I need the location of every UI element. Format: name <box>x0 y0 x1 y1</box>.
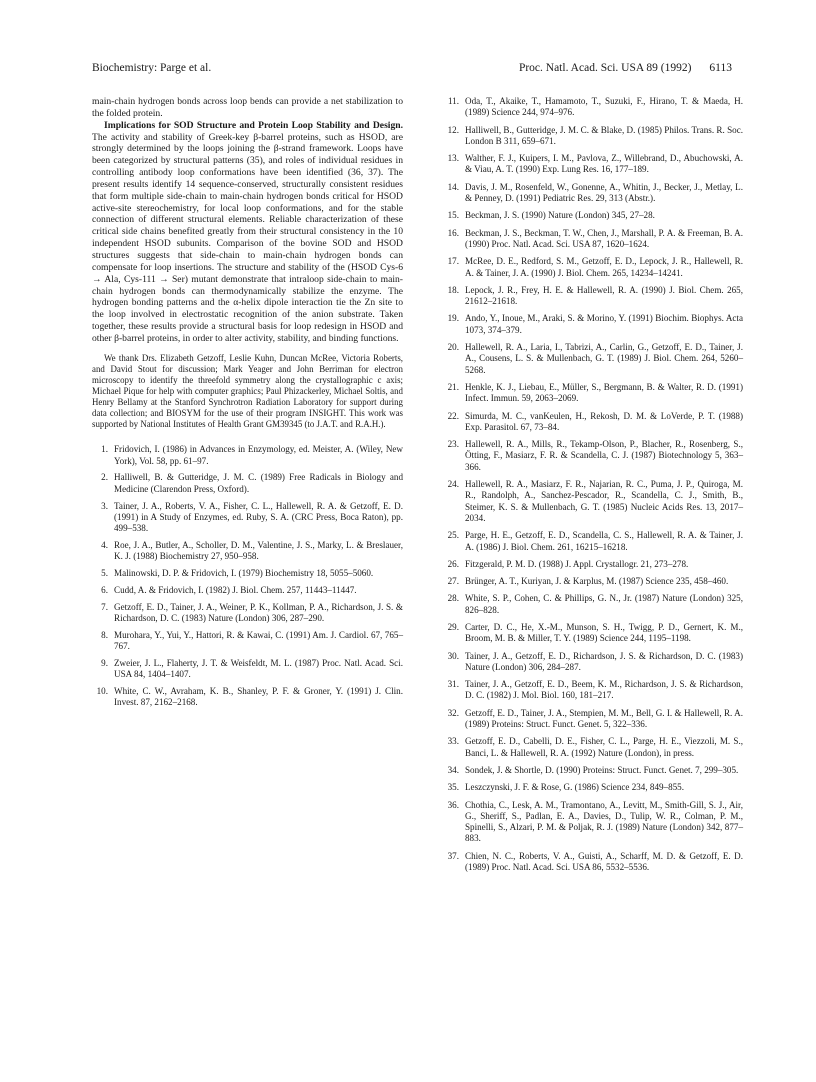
reference-item <box>92 472 403 495</box>
reference-number: 36. <box>447 799 459 810</box>
reference-item <box>443 256 743 279</box>
reference-number: 31. <box>447 679 459 690</box>
section-title: Implications for SOD Structure and Protein Loop Stability and Design. <box>104 119 403 131</box>
reference-number: 27. <box>447 576 459 587</box>
reference-item <box>443 576 743 587</box>
reference-text: White, C. W., Avraham, K. B., Shanley, P. F. & Groner, Y. (1991) J. Clin. Invest. 87, 2162–2168. <box>114 685 403 708</box>
reference-item <box>443 593 743 616</box>
reference-item <box>443 210 743 221</box>
reference-number: 23. <box>447 439 459 450</box>
reference-text: Parge, H. E., Getzoff, E. D., Scandella, C. S., Hallewell, R. A. & Tainer, J. A. (1986) J. Biol. Chem. 261, 16215–16218. <box>465 530 743 552</box>
acknowledgments: We thank Drs. Elizabeth Getzoff, Leslie Kuhn, Duncan McRee, Victoria Roberts, and David Stout for discussion; Mark Yeager and John Berriman for electron microscopy to identify the threefold symmetry along the crystallographic c axis; Michael Pique for help with computer graphics; Paul Phizackerley, Michael Soltis, and Henry Bellamy at the Stanford Synchrotron Radiation Laboratory for support during data collection; and BIOSYM for the use of their program INSIGHT. This work was supported by National Institutes of Health Grant GM39345 (to J.A.T. and R.A.H.). <box>92 352 403 430</box>
reference-item <box>443 765 743 776</box>
reference-number: 4. <box>101 539 108 550</box>
reference-number: 35. <box>447 782 459 793</box>
reference-item <box>92 585 403 596</box>
reference-number: 19. <box>447 313 459 324</box>
reference-number: 15. <box>447 210 459 221</box>
reference-number: 1. <box>101 444 108 455</box>
reference-text: Ando, Y., Inoue, M., Araki, S. & Morino, Y. (1991) Biochim. Biophys. Acta 1073, 374–379. <box>465 313 743 335</box>
reference-number: 2. <box>101 472 108 483</box>
reference-text: Halliwell, B., Gutteridge, J. M. C. & Blake, D. (1985) Philos. Trans. R. Soc. London B 311, 659–671. <box>465 124 743 146</box>
reference-item <box>92 686 403 709</box>
reference-number: 17. <box>447 256 459 267</box>
implications-paragraph <box>92 120 403 345</box>
reference-text: Lepock, J. R., Frey, H. E. & Hallewell, R. A. (1990) J. Biol. Chem. 265, 21612–21618. <box>465 284 743 307</box>
reference-number: 25. <box>447 530 459 541</box>
reference-number: 34. <box>447 764 459 775</box>
reference-text: Halliwell, B. & Gutteridge, J. M. C. (1989) Free Radicals in Biology and Medicine (Clarendon Press, Oxford). <box>114 472 403 494</box>
reference-item <box>443 313 743 336</box>
reference-text: Walther, F. J., Kuipers, I. M., Pavlova, Z., Willebrand, D., Abuchowski, A. & Viau, A. T. (1990) Exp. Lung Res. 16, 177–189. <box>465 153 743 175</box>
reference-number: 13. <box>447 153 459 164</box>
reference-number: 10. <box>96 685 108 696</box>
reference-number: 9. <box>101 657 108 668</box>
continuation-paragraph: main-chain hydrogen bonds across loop bends can provide a net stabilization to the folded protein. <box>92 96 403 119</box>
reference-text: Chothia, C., Lesk, A. M., Tramontano, A., Levitt, M., Smith-Gill, S. J., Air, G., Sheriff, S., Padlan, E. A., Davies, D., Tulip, W. R., Colman, P. M., Spinelli, S., Alzari, P. M. & Poljak, R. J. (1989) Nature (London) 342, 877–883. <box>465 799 743 844</box>
reference-item <box>92 658 403 681</box>
reference-number: 29. <box>447 621 459 632</box>
reference-item <box>443 342 743 376</box>
reference-text: Sondek, J. & Shortle, D. (1990) Proteins: Struct. Funct. Genet. 7, 299–305. <box>465 764 739 775</box>
reference-item <box>92 501 403 535</box>
reference-number: 3. <box>101 500 108 511</box>
reference-number: 33. <box>447 736 459 747</box>
reference-number: 32. <box>447 707 459 718</box>
reference-text: Brünger, A. T., Kuriyan, J. & Karplus, M. (1987) Science 235, 458–460. <box>465 576 729 587</box>
reference-item <box>443 382 743 405</box>
reference-text: Chien, N. C., Roberts, V. A., Guisti, A., Scharff, M. D. & Getzoff, E. D. (1989) Proc. Natl. Acad. Sci. USA 86, 5532–5536. <box>465 850 743 873</box>
reference-item <box>443 530 743 553</box>
reference-text: Henkle, K. J., Liebau, E., Müller, S., Bergmann, B. & Walter, R. D. (1991) Infect. Immun. 59, 2063–2069. <box>465 381 743 404</box>
reference-list-left <box>92 444 403 708</box>
reference-text: Cudd, A. & Fridovich, I. (1982) J. Biol. Chem. 257, 11443–11447. <box>114 584 357 595</box>
reference-number: 24. <box>447 479 459 490</box>
reference-item <box>443 153 743 176</box>
reference-text: Davis, J. M., Rosenfeld, W., Gonenne, A., Whitin, J., Becker, J., Metlay, L. & Penney, D. (1991) Pediatric Res. 29, 313 (Abstr.). <box>465 181 743 204</box>
reference-number: 5. <box>101 568 108 579</box>
running-head-journal <box>519 62 732 74</box>
reference-number: 28. <box>447 593 459 604</box>
reference-item <box>443 125 743 148</box>
running-head-authors: Biochemistry: Parge et al. <box>92 62 212 74</box>
reference-number: 7. <box>101 601 108 612</box>
left-column <box>92 96 403 714</box>
reference-text: Carter, D. C., He, X.-M., Munson, S. H., Twigg, P. D., Gernert, K. M., Broom, M. B. & Miller, T. Y. (1989) Science 244, 1195–1198. <box>465 621 743 644</box>
reference-text: Getzoff, E. D., Tainer, J. A., Weiner, P. K., Kollman, P. A., Richardson, J. S. & Richardson, D. C. (1983) Nature (London) 306, 287–290. <box>114 601 403 623</box>
reference-number: 26. <box>447 558 459 569</box>
journal-citation: Proc. Natl. Acad. Sci. USA 89 (1992) <box>518 62 692 74</box>
reference-item <box>443 479 743 524</box>
reference-number: 30. <box>447 650 459 661</box>
reference-number: 11. <box>447 96 459 106</box>
reference-text: McRee, D. E., Redford, S. M., Getzoff, E. D., Lepock, J. R., Hallewell, R. A. & Tainer, J. A. (1990) J. Biol. Chem. 265, 14234–14241. <box>465 256 743 278</box>
page-number: 6113 <box>709 62 732 74</box>
reference-text: Getzoff, E. D., Cabelli, D. E., Fisher, C. L., Parge, H. E., Viezzoli, M. S., Banci, L. & Hallewell, R. A. (1992) Nature (London), in press. <box>465 736 743 758</box>
page-header <box>92 62 732 80</box>
reference-number: 8. <box>101 629 108 640</box>
reference-text: Oda, T., Akaike, T., Hamamoto, T., Suzuki, F., Hirano, T. & Maeda, H. (1989) Science 244, 974–976. <box>465 96 743 118</box>
reference-number: 20. <box>447 342 459 353</box>
reference-item <box>443 285 743 308</box>
reference-number: 21. <box>447 381 459 392</box>
reference-item <box>92 630 403 653</box>
reference-text: Getzoff, E. D., Tainer, J. A., Stempien, M. M., Bell, G. I. & Hallewell, R. A. (1989) Proteins: Struct. Funct. Genet. 5, 322–336. <box>465 707 743 730</box>
reference-text: Fitzgerald, P. M. D. (1988) J. Appl. Crystallogr. 21, 273–278. <box>465 558 689 569</box>
reference-text: Simurda, M. C., vanKeulen, H., Rekosh, D. M. & LoVerde, P. T. (1988) Exp. Parasitol. 67, 73–84. <box>465 410 743 432</box>
reference-number: 18. <box>447 284 459 295</box>
reference-text: Beckman, J. S. (1990) Nature (London) 345, 27–28. <box>465 210 655 221</box>
reference-item <box>92 444 403 467</box>
reference-text: Tainer, J. A., Roberts, V. A., Fisher, C. L., Hallewell, R. A. & Getzoff, E. D. (1991) in A Study of Enzymes, ed. Ruby, S. A. (CRC Press, Boca Raton), pp. 499–538. <box>114 500 403 534</box>
reference-text: Tainer, J. A., Getzoff, E. D., Richardson, J. S. & Richardson, D. C. (1983) Nature (London) 306, 284–287. <box>465 650 743 672</box>
reference-list-right <box>443 96 743 873</box>
reference-text: Zweier, J. L., Flaherty, J. T. & Weisfeldt, M. L. (1987) Proc. Natl. Acad. Sci. USA 84, 1404–1407. <box>114 657 403 680</box>
reference-number: 14. <box>447 181 459 192</box>
reference-text: Hallewell, R. A., Mills, R., Tekamp-Olson, P., Blacher, R., Rosenberg, S., Ötting, F., Masiarz, F. R. & Scandella, C. J. (1987) Biotechnology 5, 363–366. <box>465 439 743 472</box>
reference-item <box>443 782 743 793</box>
right-column <box>443 96 743 879</box>
reference-text: Malinowski, D. P. & Fridovich, I. (1979) Biochemistry 18, 5055–5060. <box>114 568 374 579</box>
reference-item <box>443 411 743 434</box>
reference-number: 16. <box>447 227 459 238</box>
reference-number: 6. <box>101 584 108 595</box>
reference-item <box>443 559 743 570</box>
reference-item <box>443 182 743 205</box>
reference-item <box>443 679 743 702</box>
reference-number: 37. <box>447 850 459 861</box>
reference-item <box>443 228 743 251</box>
reference-text: White, S. P., Cohen, C. & Phillips, G. N., Jr. (1987) Nature (London) 325, 826–828. <box>465 593 743 615</box>
reference-item <box>443 439 743 473</box>
reference-item <box>443 651 743 674</box>
reference-text: Murohara, Y., Yui, Y., Hattori, R. & Kawai, C. (1991) Am. J. Cardiol. 67, 765–767. <box>114 629 403 652</box>
reference-text: Tainer, J. A., Getzoff, E. D., Beem, K. M., Richardson, J. S. & Richardson, D. C. (1982) J. Mol. Biol. 160, 181–217. <box>465 679 743 701</box>
reference-item <box>443 736 743 759</box>
reference-text: Hallewell, R. A., Masiarz, F. R., Najarian, R. C., Puma, J. P., Quiroga, M. R., Randolph, A., Sanchez-Pescador, R., Scandella, C. J., Smith, B., Steimer, K. S. & Mullenbach, G. T. (1985) Nucleic Acids Res. 13, 2017–2034. <box>465 479 743 523</box>
reference-text: Hallewell, R. A., Laria, I., Tabrizi, A., Carlin, G., Getzoff, E. D., Tainer, J. A., Cousens, L. S. & Mullenbach, G. T. (1989) J. Biol. Chem. 264, 5260–5268. <box>465 342 743 375</box>
reference-number: 22. <box>447 410 459 421</box>
section-text: The activity and stability of Greek-key β-barrel proteins, such as HSOD, are strongly determined by the loops joining the β-strand framework. Loops have been categorized by structural patterns (35), and roles of individual residues in controlling antibody loop conformations have been identified (36, 37). The present results identify 14 sequence-conserved, structurally consistent residues that form multiple side-chain to main-chain hydrogen bonds critical for HSOD active-site stereochemistry, for local loop conformations, and for the stable connection of different structural elements. Reliable characterization of these critical side chains benefited greatly from their structural consistency in the 10 independent HSOD subunits. Comparison of the bovine SOD and HSOD structures suggests that side-chain to main-chain hydrogen bonds can compensate for loop insertions. The structure and stability of the (HSOD Cys-6 → Ala, Cys-111 → Ser) mutant demonstrate that intraloop side-chain to main-chain hydrogen bonds can thermodynamically stabilize the enzyme. The hydrogen bonding patterns and the α-helix dipole interaction tie the Zn site to the loop involved in electrostatic recognition of the anion substrate. Taken together, these results provide a structural basis for loop redesign in HSOD and other β-barrel proteins, in order to alter activity, stability, and binding functions. <box>92 131 403 344</box>
reference-text: Leszczynski, J. F. & Rose, G. (1986) Science 234, 849–855. <box>465 782 685 793</box>
reference-item <box>443 622 743 645</box>
reference-number: 12. <box>447 124 459 135</box>
reference-item <box>443 96 743 119</box>
reference-item <box>92 540 403 563</box>
reference-text: Fridovich, I. (1986) in Advances in Enzymology, ed. Meister, A. (Wiley, New York), Vol. 58, pp. 61–97. <box>114 444 403 466</box>
reference-item <box>92 568 403 579</box>
reference-item <box>443 800 743 845</box>
reference-text: Beckman, J. S., Beckman, T. W., Chen, J., Marshall, P. A. & Freeman, B. A. (1990) Proc. Natl. Acad. Sci. USA 87, 1620–1624. <box>465 227 743 249</box>
reference-item <box>92 602 403 625</box>
reference-text: Roe, J. A., Butler, A., Scholler, D. M., Valentine, J. S., Marky, L. & Breslauer, K. J. (1988) Biochemistry 27, 950–958. <box>114 539 403 562</box>
reference-item <box>443 708 743 731</box>
reference-item <box>443 851 743 874</box>
